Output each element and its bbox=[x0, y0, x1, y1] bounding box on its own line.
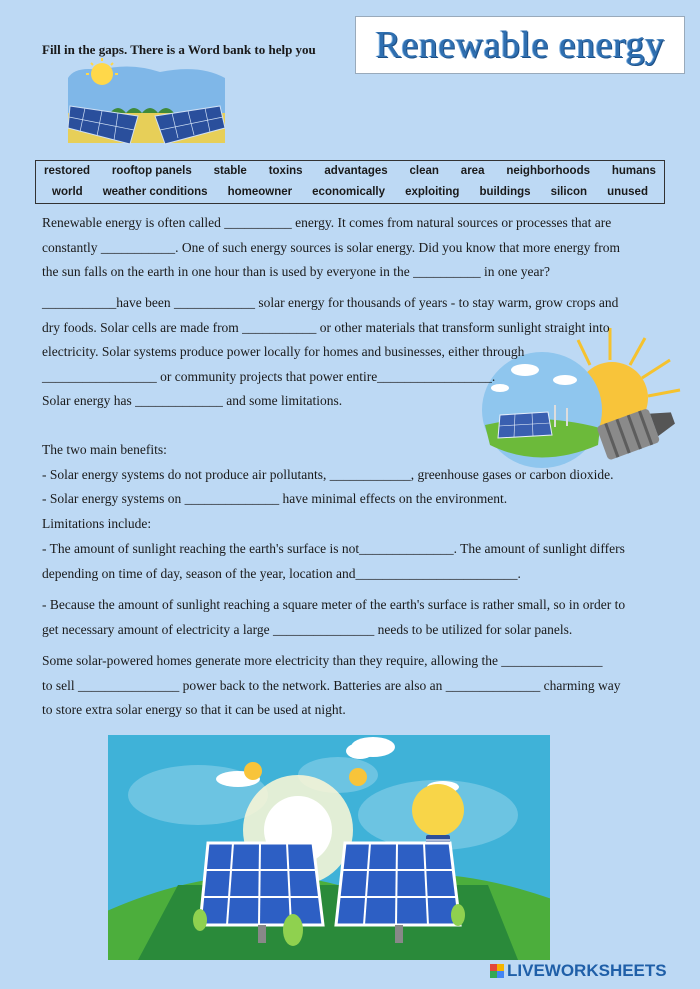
word-bank bbox=[35, 160, 665, 204]
text-line: dry foods. Solar cells are made from ___________ or other materials that transform sunlight straight into bbox=[42, 319, 610, 335]
liveworksheets-logo[interactable] bbox=[490, 961, 667, 981]
word-bank-word[interactable]: humans bbox=[611, 165, 656, 177]
word-bank-word[interactable]: advantages bbox=[324, 165, 388, 177]
text-line: Renewable energy is often called __________ energy. It comes from natural sources or processes that are bbox=[42, 215, 612, 230]
word-bank-word[interactable]: buildings bbox=[479, 186, 531, 198]
word-bank-word[interactable]: economically bbox=[312, 186, 386, 198]
text-line: - Solar energy systems do not produce air pollutants, ____________, greenhouse gases or carbon dioxide. bbox=[42, 466, 614, 482]
text-line: to store extra solar energy so that it can be used at night. bbox=[42, 702, 346, 717]
solar-field-illustration bbox=[60, 58, 230, 158]
paragraph-benefits bbox=[42, 438, 662, 536]
text-line: _________________ or community projects that power entire_________________. bbox=[42, 368, 496, 384]
logo-text: LIVEWORKSHEETS bbox=[507, 961, 667, 980]
word-bank-word[interactable]: weather conditions bbox=[102, 186, 208, 198]
word-bank-word[interactable]: area bbox=[460, 165, 485, 177]
text-line: - The amount of sunlight reaching the earth's surface is not______________. The amount of sunlight differs bbox=[42, 541, 625, 556]
text-line: the sun falls on the earth in one hour than is used by everyone in the __________ in one year? bbox=[42, 264, 550, 279]
word-bank-row bbox=[36, 186, 664, 198]
text-line: ___________have been ____________ solar energy for thousands of years - to stay warm, grow crops and bbox=[42, 295, 619, 310]
text-line: electricity. Solar systems produce power locally for homes and businesses, either through bbox=[42, 344, 525, 359]
text-line: Some solar-powered homes generate more electricity than they require, allowing the _______________ bbox=[42, 653, 603, 668]
paragraph-intro bbox=[42, 211, 662, 285]
text-line: to sell _______________ power back to the network. Batteries are also an ______________ charming way bbox=[42, 677, 621, 693]
text-line: - Solar energy systems on ______________ have minimal effects on the environment. bbox=[42, 491, 508, 506]
word-bank-row bbox=[36, 165, 664, 177]
logo-icon bbox=[490, 964, 504, 978]
instruction-text: Fill in the gaps. There is a Word bank to help you bbox=[42, 42, 316, 57]
word-bank-word[interactable]: world bbox=[52, 186, 83, 198]
word-bank-word[interactable]: unused bbox=[607, 186, 648, 198]
paragraph-homes bbox=[42, 649, 662, 723]
text-line: Limitations include: bbox=[42, 515, 152, 531]
page-title: Renewable energy bbox=[375, 24, 665, 66]
word-bank-word[interactable]: rooftop panels bbox=[111, 165, 192, 177]
paragraph-solar bbox=[42, 291, 652, 414]
word-bank-word[interactable]: clean bbox=[409, 165, 439, 177]
paragraph-limitation-2 bbox=[42, 593, 662, 642]
word-bank-word[interactable]: toxins bbox=[268, 165, 303, 177]
word-bank-word[interactable]: homeowner bbox=[227, 186, 293, 198]
word-bank-word[interactable]: silicon bbox=[550, 186, 588, 198]
word-bank-word[interactable]: exploiting bbox=[405, 186, 460, 198]
text-line: Solar energy has _____________ and some limitations. bbox=[42, 393, 343, 408]
text-line: get necessary amount of electricity a large _______________ needs to be utilized for solar panels. bbox=[42, 621, 573, 637]
title-box bbox=[355, 16, 685, 74]
word-bank-word[interactable]: neighborhoods bbox=[506, 165, 590, 177]
solar-panels-illustration bbox=[108, 735, 550, 960]
word-bank-word[interactable]: stable bbox=[213, 165, 247, 177]
text-line: - Because the amount of sunlight reaching a square meter of the earth's surface is rather small, so in order to bbox=[42, 597, 626, 612]
text-line: depending on time of day, season of the year, location and________________________. bbox=[42, 565, 521, 581]
text-line: The two main benefits: bbox=[42, 442, 167, 457]
paragraph-limitation-1 bbox=[42, 537, 662, 586]
text-line: constantly ___________. One of such energy sources is solar energy. Did you know that more energy from bbox=[42, 239, 621, 255]
word-bank-word[interactable]: restored bbox=[44, 165, 91, 177]
